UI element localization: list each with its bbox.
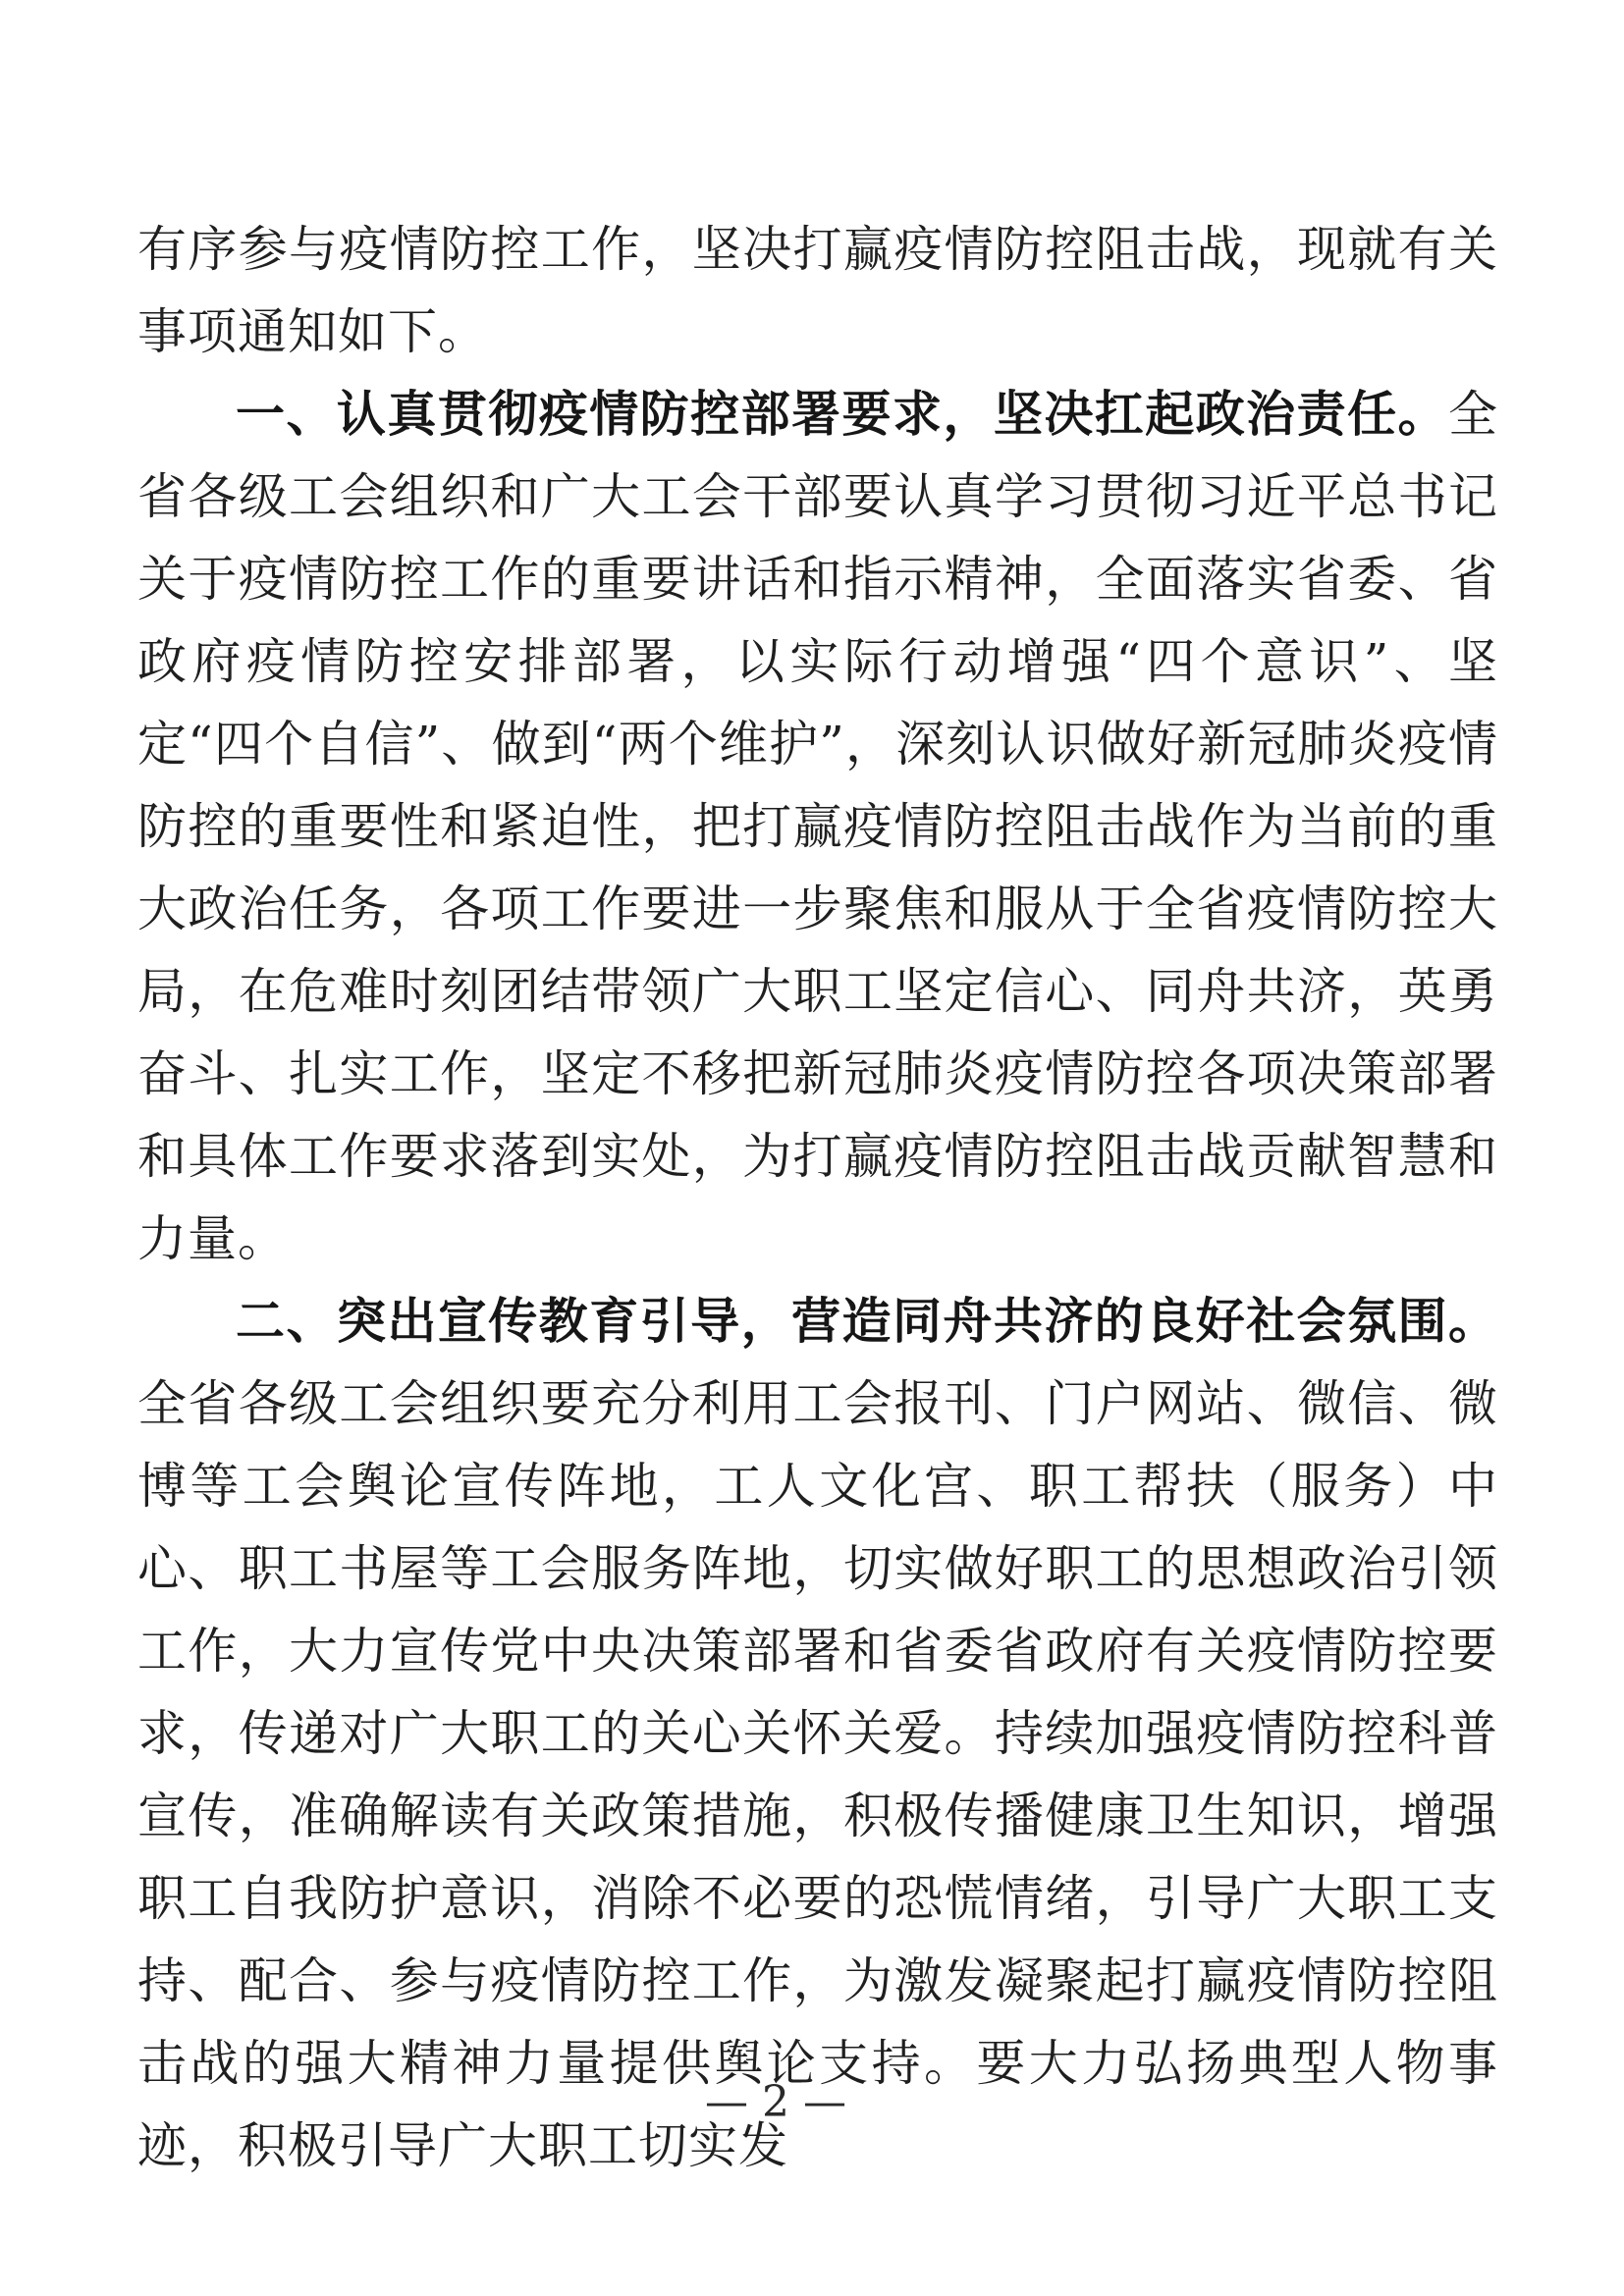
paragraph-continuation: [137, 208, 1498, 373]
paragraph-continuation-text: 有序参与疫情防控工作，坚决打赢疫情防控阻击战，现就有关事项通知如下。: [137, 221, 1498, 360]
page-number: — 2 —: [705, 2077, 846, 2127]
section-1-body: 全省各级工会组织和广大工会干部要认真学习贯彻习近平总书记关于疫情防控工作的重要讲话和指示精神，全面落实省委、省政府疫情防控安排部署，以实际行动增强“四个意识”、坚定“四个自信”、做到“两个维护”，深刻认识做好新冠肺炎疫情防控的重要性和紧迫性，把打赢疫情防控阻击战作为当前的重大政治任务，各项工作要进一步聚焦和服从于全省疫情防控大局，在危难时刻团结带领广大职工坚定信心、同舟共济，英勇奋斗、扎实工作，坚定不移把新冠肺炎疫情防控各项决策部署和具体工作要求落到实处，为打赢疫情防控阻击战贡献智慧和力量。: [137, 386, 1498, 1267]
section-2-heading: 二、突出宣传教育引导，营造同舟共济的良好社会氛围。: [236, 1293, 1498, 1350]
section-2-paragraph: [137, 1280, 1498, 2187]
section-1-paragraph: [137, 373, 1498, 1280]
section-1-heading: 一、认真贯彻疫情防控部署要求，坚决扛起政治责任。: [236, 386, 1448, 443]
section-2-body: 全省各级工会组织要充分利用工会报刊、门户网站、微信、微博等工会舆论宣传阵地，工人文化宫、职工帮扶（服务）中心、职工书屋等工会服务阵地，切实做好职工的思想政治引领工作，大力宣传党中央决策部署和省委省政府有关疫情防控要求，传递对广大职工的关心关怀关爱。持续加强疫情防控科普宣传，准确解读有关政策措施，积极传播健康卫生知识，增强职工自我防护意识，消除不必要的恐慌情绪，引导广大职工支持、配合、参与疫情防控工作，为激发凝聚起打赢疫情防控阻击战的强大精神力量提供舆论支持。要大力弘扬典型人物事迹，积极引导广大职工切实发: [137, 1375, 1498, 2174]
document-body: [137, 208, 1498, 2187]
